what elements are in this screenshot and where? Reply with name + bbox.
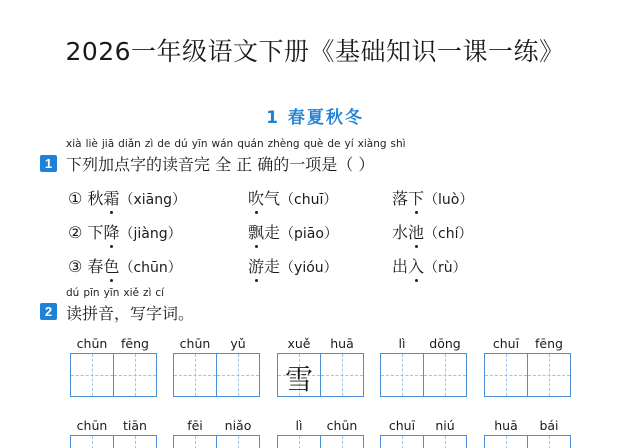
pinyin-syllable: liè: [85, 138, 98, 150]
dotted-character: 吹: [248, 189, 265, 208]
answer-option: [248, 186, 337, 209]
pinyin-syllable: shì: [390, 138, 406, 150]
pinyin-syllable: cí: [155, 287, 165, 299]
pinyin-syllable: wán: [211, 138, 234, 150]
option-character: 春: [87, 257, 104, 276]
pinyin-syllable: jiā: [101, 138, 115, 150]
question-1-pinyin: [66, 138, 410, 150]
written-character: 雪: [284, 363, 313, 396]
writing-cell[interactable]: [277, 353, 321, 397]
word-pinyin: niú: [435, 418, 455, 433]
writing-cell[interactable]: [216, 435, 260, 448]
pinyin-syllable: de: [157, 138, 171, 150]
writing-cell[interactable]: [173, 435, 217, 448]
word-pinyin: chuī: [388, 418, 416, 433]
word-pinyin: fēng: [535, 336, 563, 351]
pinyin-syllable: zhèng: [267, 138, 300, 150]
option-character: 落: [392, 189, 409, 208]
option-pinyin: （rù）: [424, 260, 467, 276]
writing-cell[interactable]: [484, 353, 528, 397]
answer-option: [68, 186, 186, 209]
pinyin-syllable: dú: [66, 287, 80, 299]
word-pinyin: bái: [539, 418, 559, 433]
answer-option: [392, 254, 467, 277]
writing-cell[interactable]: [113, 353, 157, 397]
option-pinyin: （piāo）: [280, 226, 338, 242]
answer-option: [392, 186, 473, 209]
option-number: ③: [68, 257, 88, 276]
word-pinyin: lì: [295, 418, 303, 433]
document-title: 2026一年级语文下册《基础知识一课一练》: [65, 37, 565, 66]
dotted-character: 入: [408, 257, 425, 276]
answer-option: [392, 220, 473, 243]
dotted-character: 下: [408, 189, 425, 208]
writing-cell[interactable]: [70, 353, 114, 397]
pinyin-syllable: yīn: [103, 287, 120, 299]
option-character: 水: [392, 223, 409, 242]
option-character: 秋: [87, 189, 104, 208]
option-pinyin: （chuī）: [280, 192, 338, 208]
pinyin-syllable: diǎn: [118, 138, 141, 150]
dotted-character: 色: [103, 257, 120, 276]
pinyin-syllable: yīn: [191, 138, 208, 150]
option-number: ①: [68, 189, 88, 208]
option-pinyin: （jiàng）: [119, 226, 182, 242]
word-pinyin: dōng: [429, 336, 461, 351]
option-character: 走: [264, 223, 281, 242]
writing-cell[interactable]: [380, 353, 424, 397]
pinyin-syllable: xiàng: [357, 138, 387, 150]
option-character: 走: [264, 257, 281, 276]
word-pinyin: niǎo: [224, 418, 252, 433]
option-pinyin: （chūn）: [119, 260, 182, 276]
pinyin-syllable: yí: [344, 138, 354, 150]
question-2-number: 2: [40, 303, 57, 320]
word-pinyin: chūn: [76, 336, 108, 351]
pinyin-syllable: xià: [66, 138, 82, 150]
pinyin-syllable: zì: [144, 138, 154, 150]
option-character: 出: [392, 257, 409, 276]
writing-cell[interactable]: [320, 435, 364, 448]
option-pinyin: （yióu）: [280, 260, 338, 276]
word-pinyin: chūn: [326, 418, 358, 433]
pinyin-syllable: de: [327, 138, 341, 150]
pinyin-syllable: zì: [142, 287, 152, 299]
lesson-title: 1 春夏秋冬: [266, 108, 364, 128]
answer-option: [248, 220, 338, 243]
pinyin-syllable: quán: [237, 138, 264, 150]
answer-option: [68, 254, 182, 277]
word-pinyin: huā: [494, 418, 518, 433]
word-pinyin: yǔ: [230, 336, 246, 351]
writing-cell[interactable]: [70, 435, 114, 448]
word-pinyin: huā: [330, 336, 354, 351]
dotted-character: 霜: [103, 189, 120, 208]
pinyin-syllable: pīn: [83, 287, 100, 299]
question-2-pinyin: [66, 287, 168, 299]
writing-cell[interactable]: [113, 435, 157, 448]
dotted-character: 池: [408, 223, 425, 242]
writing-cell[interactable]: [277, 435, 321, 448]
writing-cell[interactable]: [484, 435, 528, 448]
word-pinyin: lì: [398, 336, 406, 351]
word-pinyin: xuě: [287, 336, 311, 351]
writing-cell[interactable]: [423, 435, 467, 448]
writing-cell[interactable]: [173, 353, 217, 397]
option-pinyin: （xiāng）: [119, 192, 186, 208]
dotted-character: 飘: [248, 223, 265, 242]
word-pinyin: fēi: [187, 418, 203, 433]
pinyin-syllable: dú: [174, 138, 188, 150]
writing-cell[interactable]: [423, 353, 467, 397]
word-pinyin: chūn: [76, 418, 108, 433]
question-2-text: 读拼音，写字词。: [66, 304, 195, 323]
writing-cell[interactable]: [527, 435, 571, 448]
answer-option: [248, 254, 338, 277]
option-number: ②: [68, 223, 88, 242]
dotted-character: 游: [248, 257, 265, 276]
question-1-text: 下列加点字的读音完 全 正 确的一项是（ ）: [66, 155, 375, 174]
option-character: 下: [87, 223, 104, 242]
writing-cell[interactable]: [216, 353, 260, 397]
pinyin-syllable: què: [303, 138, 324, 150]
word-pinyin: chuī: [492, 336, 520, 351]
writing-cell[interactable]: [320, 353, 364, 397]
question-1-number: 1: [40, 155, 57, 172]
word-pinyin: fēng: [121, 336, 149, 351]
dotted-character: 降: [103, 223, 120, 242]
writing-cell[interactable]: [527, 353, 571, 397]
pinyin-syllable: xiě: [123, 287, 139, 299]
option-pinyin: （chí）: [424, 226, 473, 242]
option-character: 气: [264, 189, 281, 208]
word-pinyin: chūn: [179, 336, 211, 351]
word-pinyin: tiān: [123, 418, 147, 433]
writing-cell[interactable]: [380, 435, 424, 448]
answer-option: [68, 220, 182, 243]
option-pinyin: （luò）: [424, 192, 474, 208]
